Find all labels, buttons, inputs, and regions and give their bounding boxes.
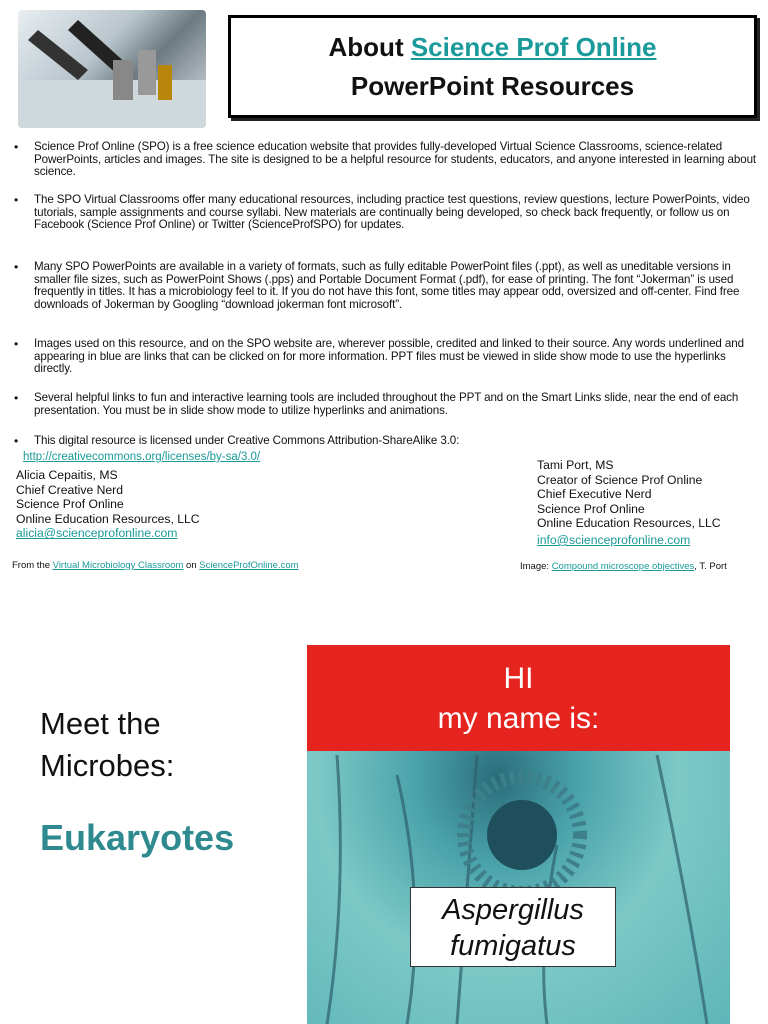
title-box [228, 15, 757, 118]
organism-label: Aspergillus fumigatus [410, 887, 616, 967]
license-link[interactable]: http://creativecommons.org/licenses/by-sa/3.0/ [23, 451, 261, 463]
source-credit: From the Virtual Microbiology Classroom on ScienceProfOnline.com [12, 560, 299, 571]
aspergillus-micrograph [307, 645, 730, 1024]
scienceprofonline-link[interactable]: ScienceProfOnline.com [199, 560, 299, 571]
name-tag-header: HI my name is: [307, 645, 730, 751]
title-line: About Science Prof Online [328, 32, 657, 62]
alicia-email-link[interactable]: alicia@scienceprofonline.com [16, 526, 178, 541]
bullet-item: • This digital resource is licensed under Creative Commons Attribution-ShareAlike 3.0: [14, 434, 460, 448]
topic-heading: Eukaryotes [40, 817, 235, 858]
contact-tami: Tami Port, MS Creator of Science Prof Online Chief Executive Nerd Science Prof Online Online Education Resources, LLC info@scienceprofonline.com [537, 458, 721, 547]
bullet-item: • Science Prof Online (SPO) is a free science education website that provides fully-developed Virtual Science Classrooms, science-related PowerPoints, articles and images. The site is designed to be a helpful resource for students, educators, and anyone interested in learning about science. [14, 140, 757, 179]
science-prof-online-link[interactable]: Science Prof Online [410, 32, 657, 62]
bullet-item: • Several helpful links to fun and interactive learning tools are included throughout the PPT and on the Smart Links slide, near the end of each presentation. You must be in slide show mode to utilize hyperlinks and animations. [14, 391, 739, 417]
bullet-item: • The SPO Virtual Classrooms offer many educational resources, including practice test questions, review questions, lecture PowerPoints, video tutorials, sample assignments and course syllabi. New materials are continually being developed, so check back frequently, or follow us on Facebook (Science Prof Online) or Twitter (ScienceProfSPO) for updates. [14, 193, 750, 232]
virtual-microbiology-link[interactable]: Virtual Microbiology Classroom [52, 560, 184, 571]
compound-microscope-link[interactable]: Compound microscope objectives [551, 561, 695, 572]
bullet-item: • Many SPO PowerPoints are available in a variety of formats, such as fully editable PowerPoint files (.ppt), as well as uneditable versions in smaller file sizes, such as PowerPoint Shows (.pps) and Portable Document Format (.pdf), for ease of printing. The font “Jokerman” is used frequently in titles. It has a microbiology feel to it. If you do not have this font, some titles may appear odd, oversized and off-center. Find free downloads of Jokerman by Googling “download jokerman font microsoft”. [14, 260, 740, 311]
subtitle: PowerPoint Resources [350, 71, 635, 101]
microscope-image [18, 10, 206, 128]
bullet-item: • Images used on this resource, and on the SPO website are, wherever possible, credited and linked to their source. Any words underlined and appearing in blue are links that can be clicked on for more information. PPT files must be viewed in slide show mode to use the hyperlinks directly. [14, 337, 744, 376]
image-credit: Image: Compound microscope objectives, T. Port [520, 561, 727, 572]
slide-title: Meet the Microbes: Eukaryotes [40, 706, 235, 858]
contact-alicia: Alicia Cepaitis, MS Chief Creative Nerd Science Prof Online Online Education Resources, LLC alicia@scienceprofonline.com [16, 468, 200, 541]
info-email-link[interactable]: info@scienceprofonline.com [537, 532, 691, 547]
